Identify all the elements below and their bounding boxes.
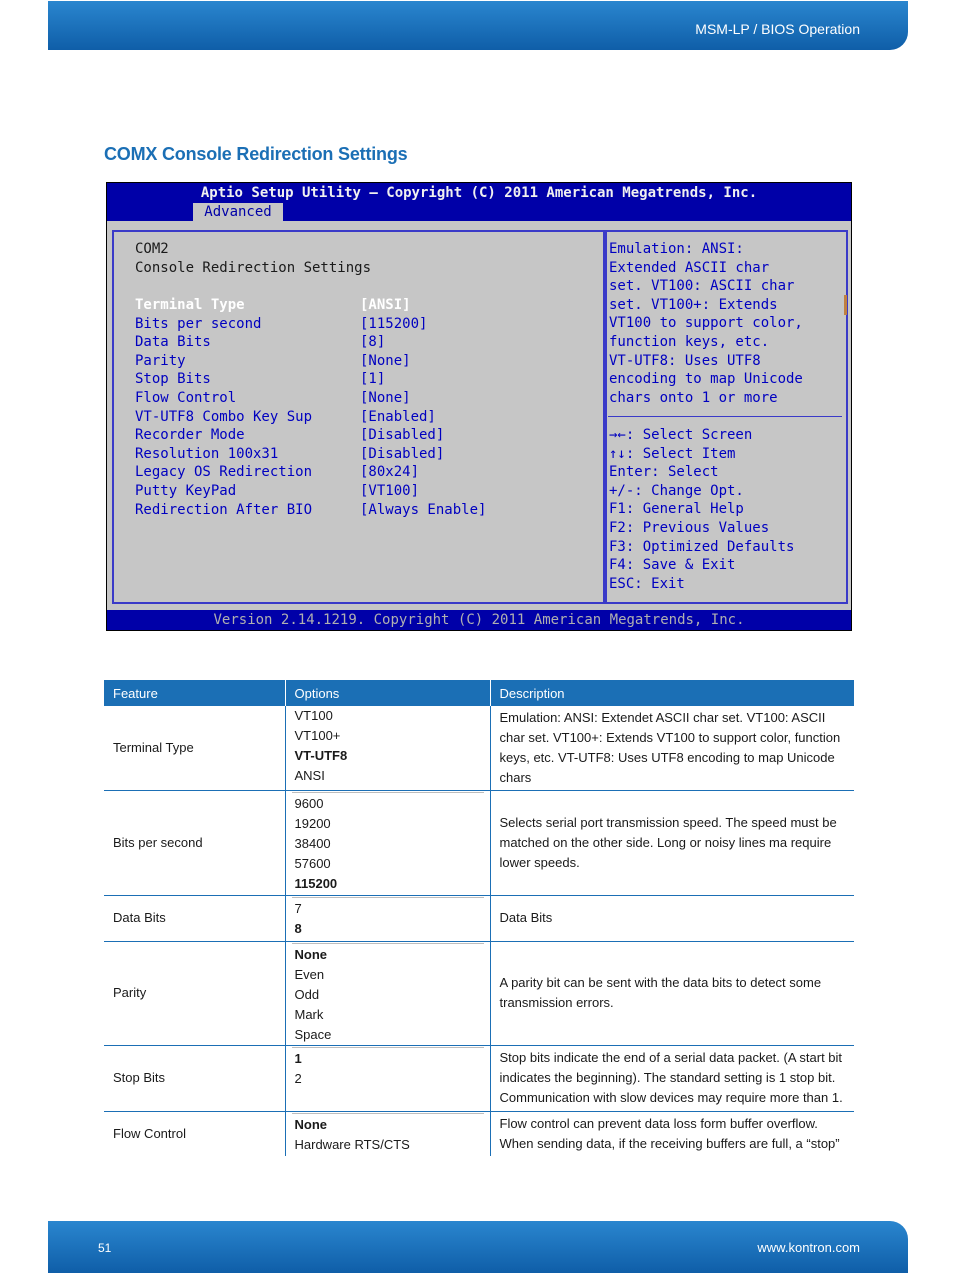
- bios-item-label[interactable]: Resolution 100x31: [135, 445, 279, 462]
- bios-help-line: encoding to map Unicode: [609, 371, 803, 388]
- bios-item-value[interactable]: [Enabled]: [360, 408, 436, 425]
- bios-help-line: Emulation: ANSI:: [609, 241, 744, 257]
- option-value: Even: [294, 966, 325, 982]
- options-table: [104, 680, 854, 1156]
- options-cell: [285, 1111, 490, 1156]
- option-value: VT100: [294, 708, 333, 723]
- description-cell: A parity bit can be sent with the data bits to detect some transmission errors.: [490, 941, 854, 1045]
- bios-heading-redirection: Console Redirection Settings: [135, 260, 372, 276]
- bios-help-line: chars onto 1 or more: [609, 389, 778, 406]
- bios-item-value[interactable]: [Disabled]: [360, 445, 445, 462]
- bios-key-line: Enter: Select: [609, 464, 719, 481]
- bios-item-label[interactable]: Redirection After BIO: [135, 501, 313, 518]
- bios-key-line: +/-: Change Opt.: [609, 482, 744, 499]
- bios-item-value[interactable]: [1]: [360, 371, 386, 388]
- option-value: 2: [294, 1070, 302, 1086]
- bios-item-label[interactable]: Legacy OS Redirection: [135, 464, 313, 481]
- bios-item-label[interactable]: Bits per second: [135, 315, 262, 332]
- description-cell: Stop bits indicate the end of a serial data packet. (A start bit indicates the beginning). The standard setting is 1 stop bit. Communication with slow devices may require more than 1.: [490, 1045, 854, 1111]
- table-row: [104, 706, 854, 790]
- header-bar: [48, 1, 908, 50]
- bios-help-line: set. VT100+: Extends: [609, 296, 778, 313]
- bios-key-line: F2: Previous Values: [609, 520, 770, 536]
- option-value: 19200: [294, 815, 331, 831]
- option-value: None: [294, 946, 327, 962]
- section-title: COMX Console Redirection Settings: [104, 144, 408, 164]
- description-cell: Data Bits: [490, 895, 854, 941]
- option-value: 57600: [294, 855, 331, 871]
- bios-help-line: Extended ASCII char: [609, 259, 770, 276]
- option-value: 1: [294, 1050, 302, 1066]
- option-value: Odd: [294, 986, 320, 1002]
- bios-item-label[interactable]: Data Bits: [135, 334, 211, 351]
- option-value: VT-UTF8: [294, 748, 348, 763]
- options-cell: [285, 1045, 490, 1111]
- option-value: ANSI: [294, 768, 325, 783]
- table-row: [104, 790, 854, 895]
- bios-key-line: ↑↓: Select Item: [609, 445, 736, 462]
- bios-item-label[interactable]: Flow Control: [135, 390, 237, 406]
- header-title: MSM-LP / BIOS Operation: [695, 21, 860, 37]
- table-row: [104, 1111, 854, 1156]
- bios-help-line: VT100 to support color,: [609, 315, 803, 332]
- bios-item-value[interactable]: [8]: [360, 334, 386, 351]
- option-value: Hardware RTS/CTS: [294, 1136, 410, 1152]
- options-cell: [285, 790, 490, 895]
- bios-tab-advanced[interactable]: Advanced: [193, 203, 283, 221]
- options-cell: [285, 895, 490, 941]
- options-cell: [285, 706, 490, 790]
- table-body: [104, 706, 854, 1156]
- table-row: [104, 1045, 854, 1111]
- option-value: VT100+: [294, 728, 341, 743]
- feature-cell: Stop Bits: [104, 1045, 285, 1111]
- bios-scroll-indicator: [844, 295, 847, 315]
- feature-cell: Data Bits: [104, 895, 285, 941]
- bios-item-value[interactable]: [VT100]: [360, 483, 420, 499]
- bios-key-line: F4: Save & Exit: [609, 557, 736, 574]
- option-value: 7: [294, 900, 302, 916]
- bios-item-label[interactable]: Recorder Mode: [135, 427, 245, 444]
- bios-title: Aptio Setup Utility – Copyright (C) 2011 American Megatrends, Inc.: [200, 185, 758, 201]
- bios-key-line: ESC: Exit: [609, 575, 685, 592]
- bios-item-label[interactable]: Parity: [135, 352, 186, 369]
- bios-item-label[interactable]: Stop Bits: [135, 371, 211, 388]
- bios-item-value[interactable]: [115200]: [360, 315, 428, 332]
- bios-item-value[interactable]: [80x24]: [360, 464, 420, 481]
- bios-key-line: F3: Optimized Defaults: [609, 538, 795, 555]
- header-feature: Feature: [104, 680, 285, 706]
- bios-item-value[interactable]: [Disabled]: [360, 427, 445, 444]
- bios-help-line: set. VT100: ASCII char: [609, 278, 795, 295]
- options-cell: [285, 941, 490, 1045]
- option-value: Space: [294, 1026, 332, 1042]
- bios-heading-com: COM2: [135, 241, 169, 257]
- feature-cell: Bits per second: [104, 790, 285, 895]
- table-row: [104, 941, 854, 1045]
- bios-screenshot: [106, 182, 852, 631]
- option-value: 9600: [294, 795, 324, 811]
- header-description: Description: [490, 680, 854, 706]
- table-header-row: [104, 680, 854, 706]
- bios-help-separator: [608, 416, 842, 417]
- header-options: Options: [285, 680, 490, 706]
- option-value: 115200: [294, 875, 338, 891]
- footer-website[interactable]: www.kontron.com: [757, 1240, 860, 1255]
- description-cell: Emulation: ANSI: Extendet ASCII char set. VT100: ASCII char set. VT100+: Extends VT100 to support color, function keys, etc. VT-UTF8: Uses UTF8 encoding to map Unicode chars: [490, 706, 854, 790]
- bios-item-value[interactable]: [Always Enable]: [360, 501, 487, 518]
- option-value: 8: [294, 920, 302, 936]
- description-cell: Selects serial port transmission speed. The speed must be matched on the other side. Long or noisy lines ma require lower speeds.: [490, 790, 854, 895]
- bios-item-label[interactable]: Terminal Type: [135, 297, 245, 313]
- option-value: Mark: [294, 1006, 324, 1022]
- bios-item-value[interactable]: [ANSI]: [360, 297, 411, 313]
- option-value: None: [294, 1116, 327, 1132]
- bios-version: Version 2.14.1219. Copyright (C) 2011 American Megatrends, Inc.: [213, 612, 745, 628]
- feature-cell: Flow Control: [113, 1125, 186, 1141]
- description-cell: Flow control can prevent data loss form buffer overflow. When sending data, if the receiving buffers are full, a “stop”: [499, 1115, 840, 1151]
- bios-help-line: function keys, etc.: [609, 334, 770, 350]
- bios-key-line: F1: General Help: [609, 501, 744, 518]
- page-number: 51: [98, 1241, 112, 1255]
- feature-cell: Parity: [104, 941, 285, 1045]
- bios-item-value[interactable]: [None]: [360, 352, 411, 369]
- option-value: 38400: [294, 835, 331, 851]
- feature-cell: Terminal Type: [104, 706, 285, 790]
- bios-item-value[interactable]: [None]: [360, 390, 411, 406]
- table-row: [104, 895, 854, 941]
- bios-key-line: →←: Select Screen: [609, 427, 753, 443]
- bios-item-label[interactable]: VT-UTF8 Combo Key Sup: [135, 408, 313, 425]
- footer-bar: [48, 1221, 908, 1273]
- bios-item-label[interactable]: Putty KeyPad: [135, 483, 237, 499]
- bios-help-line: VT-UTF8: Uses UTF8: [609, 352, 761, 369]
